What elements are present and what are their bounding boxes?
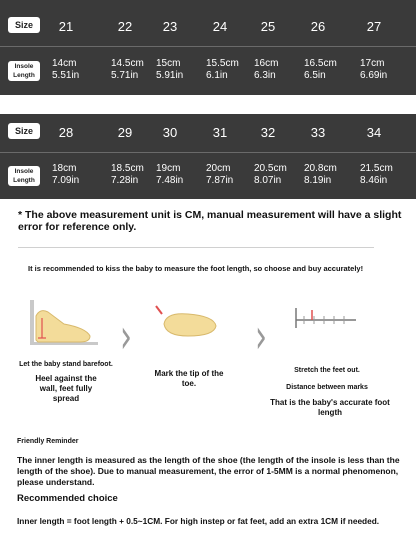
insole-length-cell xyxy=(254,58,298,82)
insole-inch-value: 5.71in xyxy=(111,70,139,81)
size-value: 22 xyxy=(117,19,133,34)
insole-cm-value: 16cm xyxy=(254,58,279,69)
insole-length-label: Insole Length xyxy=(8,166,40,186)
insole-length-cell xyxy=(156,163,200,187)
insole-length-cell xyxy=(206,58,250,82)
size-value: 31 xyxy=(212,125,228,140)
reminder-paragraph: The inner length is measured as the length of the shoe (the length of the insole is less than the length of the shoe). Due to manual measurement, the error of 1-5MM is a normal phenomenon, please understand. xyxy=(17,455,400,487)
chevron-right-icon: › xyxy=(255,309,267,366)
size-value: 28 xyxy=(58,125,74,140)
mark-toe-illustration xyxy=(152,304,222,344)
insole-cm-value: 18cm xyxy=(52,163,77,174)
insole-inch-value: 6.5in xyxy=(304,70,326,81)
size-value: 25 xyxy=(260,19,276,34)
insole-cm-value: 16.5cm xyxy=(304,58,337,69)
step3-caption: Stretch the feet out. xyxy=(294,367,360,374)
measure-illustration xyxy=(290,306,362,332)
insole-length-cell xyxy=(156,58,200,82)
insole-cm-value: 15cm xyxy=(156,58,181,69)
insole-inch-value: 6.69in xyxy=(360,70,388,81)
insole-length-cell xyxy=(304,163,348,187)
size-table-2 xyxy=(0,114,416,199)
insole-cm-value: 14cm xyxy=(52,58,77,69)
insole-length-cell xyxy=(52,163,96,187)
insole-inch-value: 8.19in xyxy=(304,175,332,186)
size-value: 32 xyxy=(260,125,276,140)
size-label: Size xyxy=(8,123,40,139)
sizing-formula: Inner length = foot length + 0.5~1CM. For high instep or fat feet, add an extra 1CM if needed. xyxy=(17,516,380,526)
size-value: 27 xyxy=(366,19,382,34)
size-value: 24 xyxy=(212,19,228,34)
size-label: Size xyxy=(8,17,40,33)
insole-cm-value: 20.8cm xyxy=(304,163,337,174)
size-value: 26 xyxy=(310,19,326,34)
insole-cm-value: 18.5cm xyxy=(111,163,144,174)
insole-length-cell xyxy=(52,58,96,82)
recommended-choice-heading: Recommended choice xyxy=(17,493,118,504)
step3-subcaption: That is the baby's accurate foot length xyxy=(270,398,390,417)
insole-length-cell xyxy=(254,163,298,187)
barefoot-standing-illustration xyxy=(28,298,100,348)
insole-inch-value: 8.46in xyxy=(360,175,388,186)
size-value: 29 xyxy=(117,125,133,140)
insole-cm-value: 20.5cm xyxy=(254,163,287,174)
insole-length-cell xyxy=(111,163,155,187)
size-value: 34 xyxy=(366,125,382,140)
insole-cm-value: 14.5cm xyxy=(111,58,144,69)
insole-length-cell xyxy=(304,58,348,82)
size-value: 30 xyxy=(162,125,178,140)
insole-inch-value: 7.87in xyxy=(206,175,234,186)
chevron-right-icon: › xyxy=(120,309,132,366)
insole-length-cell xyxy=(111,58,155,82)
insole-cm-value: 21.5cm xyxy=(360,163,393,174)
table-divider xyxy=(0,46,416,47)
insole-inch-value: 6.1in xyxy=(206,70,228,81)
insole-inch-value: 5.51in xyxy=(52,70,80,81)
insole-cm-value: 17cm xyxy=(360,58,385,69)
insole-length-cell xyxy=(360,58,404,82)
size-value: 33 xyxy=(310,125,326,140)
insole-inch-value: 6.3in xyxy=(254,70,276,81)
size-value: 21 xyxy=(58,19,74,34)
size-table-1 xyxy=(0,0,416,95)
divider xyxy=(18,247,374,248)
insole-length-cell xyxy=(206,163,250,187)
insole-cm-value: 20cm xyxy=(206,163,231,174)
recommendation-text: It is recommended to kiss the baby to measure the foot length, so choose and buy accurately! xyxy=(28,264,364,273)
insole-inch-value: 7.48in xyxy=(156,175,184,186)
insole-inch-value: 5.91in xyxy=(156,70,184,81)
step1-caption: Let the baby stand barefoot. xyxy=(19,361,113,368)
insole-length-label: Insole Length xyxy=(8,61,40,81)
table-divider xyxy=(0,152,416,153)
friendly-reminder-heading: Friendly Reminder xyxy=(17,438,79,445)
insole-length-cell xyxy=(360,163,404,187)
step2-caption: Mark the tip of the toe. xyxy=(154,369,224,388)
insole-inch-value: 8.07in xyxy=(254,175,282,186)
step1-subcaption: Heel against the wall, feet fully spread xyxy=(35,374,97,403)
size-value: 23 xyxy=(162,19,178,34)
insole-inch-value: 7.09in xyxy=(52,175,80,186)
insole-cm-value: 19cm xyxy=(156,163,181,174)
insole-cm-value: 15.5cm xyxy=(206,58,239,69)
insole-inch-value: 7.28in xyxy=(111,175,139,186)
step3-distance-label: Distance between marks xyxy=(286,384,368,391)
measurement-note: * The above measurement unit is CM, manual measurement will have a slight error for reference only. xyxy=(18,209,402,233)
